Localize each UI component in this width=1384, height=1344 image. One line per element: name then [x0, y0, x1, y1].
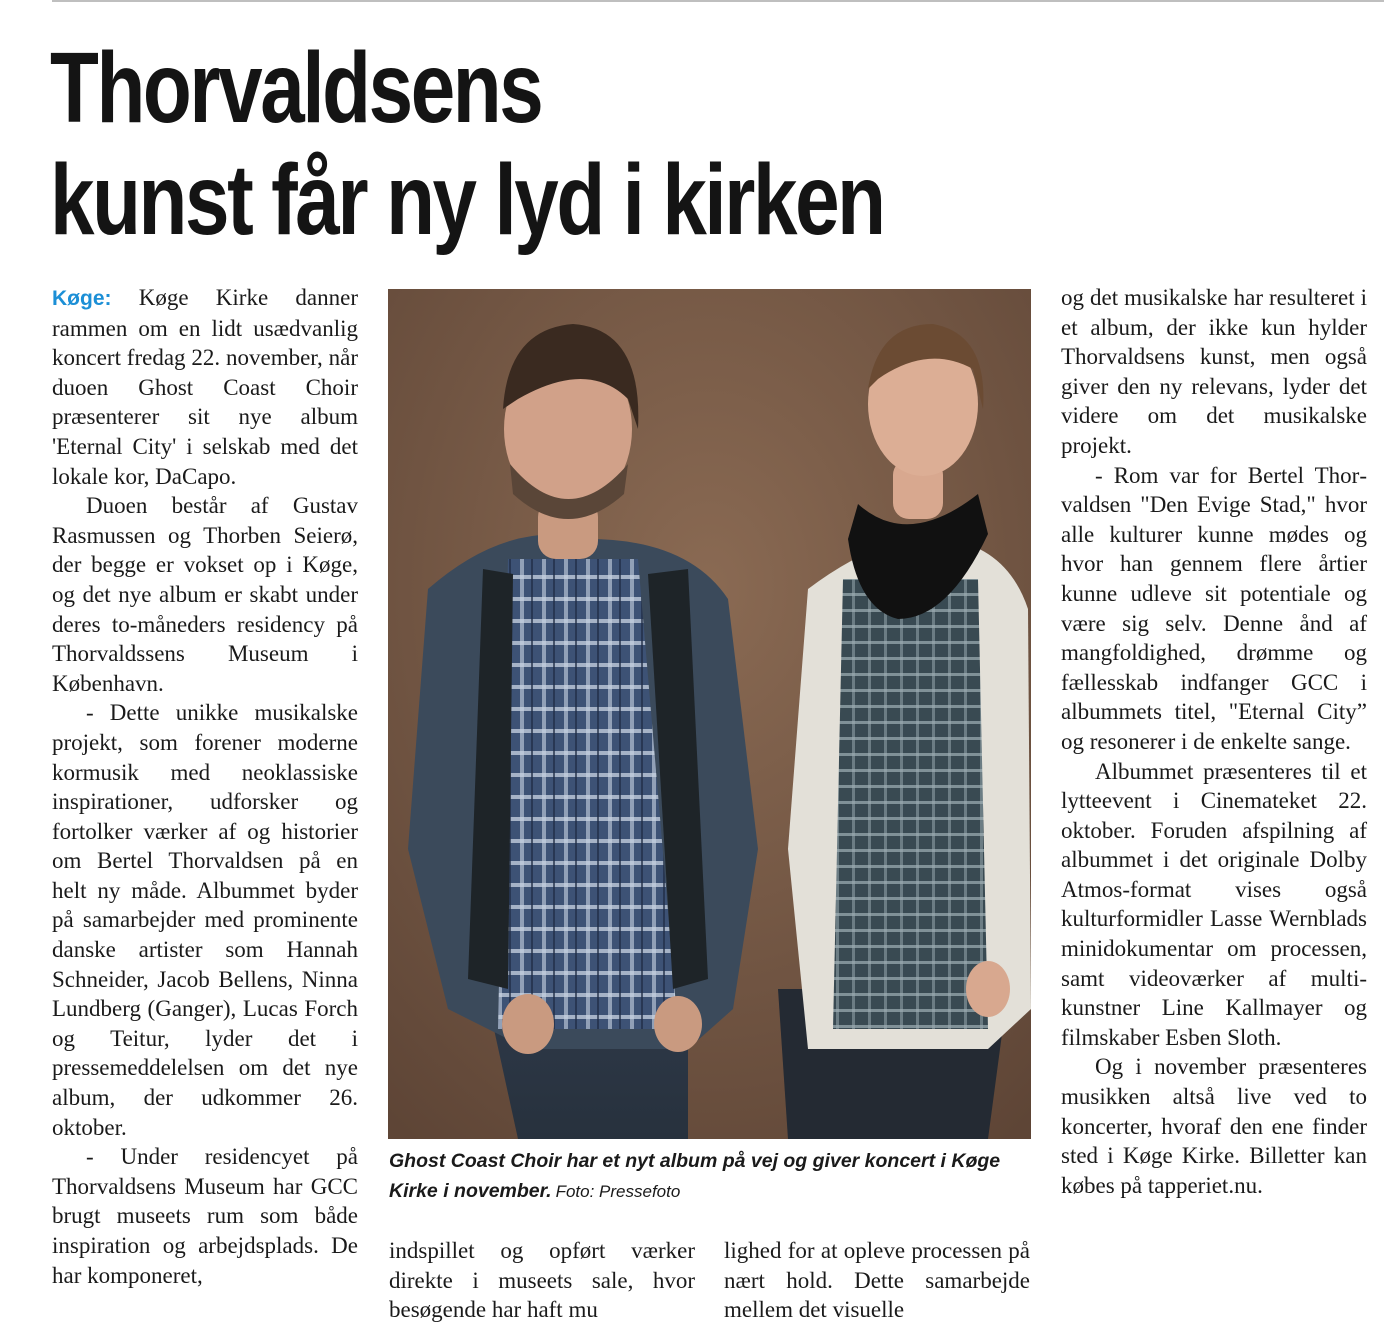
- paragraph: - Dette unikke musikalske projekt, som forener moderne kormusik med neoklassiske inspirationer, udforsker og fortolker værker af og historier om Bertel Thorvaldsen på en helt ny måde. Albummet byder på samarbejder med prominente danske artister som Hannah Schneider, Jacob Bellens, Ninna Lundberg (Ganger), Lucas Forch og Teitur, lyder det i pressemeddelelsen om det nye album, der udkommer 26. oktober.: [52, 700, 358, 1140]
- photo-credit: Foto: Pressefoto: [555, 1182, 681, 1201]
- paragraph: Og i november præsenteres musikken altså live ved to koncerter, hvoraf den ene finder sted i Køge Kirke. Billetter kan købes på tapperiet.nu.: [1061, 1054, 1367, 1198]
- lede-paragraph: [52, 283, 358, 491]
- paragraph: indspillet og opført værker direkte i museets sale, hvor besøgende har haft mu: [389, 1238, 695, 1323]
- photo-caption: [389, 1146, 1049, 1207]
- top-rule: [52, 0, 1384, 2]
- press-photo: [388, 289, 1031, 1139]
- article-column-4: [1061, 283, 1367, 1200]
- lede-text: Køge Kirke danner rammen om en lidt usædvanlig koncert fredag 22. november, når duoen Ghost Coast Choir præsenterer sit nye album 'Eternal City' i selskab med det lokale kor, DaCapo.: [52, 285, 358, 489]
- paragraph: - Under residencyet på Thorvaldsens Museum har GCC brugt museets rum som både inspiration og arbejdsplads. De har komponeret,: [52, 1144, 358, 1288]
- paragraph: og det musikalske har resulteret i et album, der ikke kun hylder Thorvaldsens kunst, men også giver den ny relevans, lyder det videre om det musikalske projekt.: [1061, 285, 1367, 458]
- dateline-place: Køge:: [52, 287, 112, 310]
- paragraph: Albummet præsenteres til et lytteevent i Cinemateket 22. oktober. Foruden afspilning af albummet i det originale Dolby Atmos-format vises også kulturformidler Lasse Wernblads minidokumentar om processen, samt videoværker af multi-kunstner Line Kallmayer og filmskaber Esben Sloth.: [1061, 758, 1367, 1050]
- caption-text: Ghost Coast Choir har et nyt album på vej og giver koncert i Køge Kirke i november.: [389, 1150, 1001, 1202]
- article-column-2: [389, 1236, 695, 1325]
- paragraph: Duoen består af Gustav Rasmussen og Thorben Seierø, der begge er vokset op i Køge, og det nye album er skabt under deres to-måneders residency på Thorvaldssens Museum i København.: [52, 493, 358, 696]
- article-column-1: [52, 283, 358, 1290]
- headline-line-2: kunst får ny lyd i kirken: [50, 144, 884, 256]
- article-column-3: [724, 1236, 1030, 1325]
- paragraph: lighed for at opleve processen på nært hold. Dette samarbejde mellem det visuelle: [724, 1238, 1030, 1323]
- headline: [50, 32, 1106, 256]
- paragraph: - Rom var for Bertel Thorvaldsen "Den Evige Stad," hvor alle kulturer kunne mødes og hvor han gennem flere årtier kunne udleve sit potentiale og være sig selv. Denne ånd af mangfoldighed, drømme og fællesskab indfanger GCC i albummets titel, "Eternal City” og resonerer i de enkelte sange.: [1061, 462, 1367, 754]
- headline-line-1: Thorvaldsens: [50, 32, 542, 144]
